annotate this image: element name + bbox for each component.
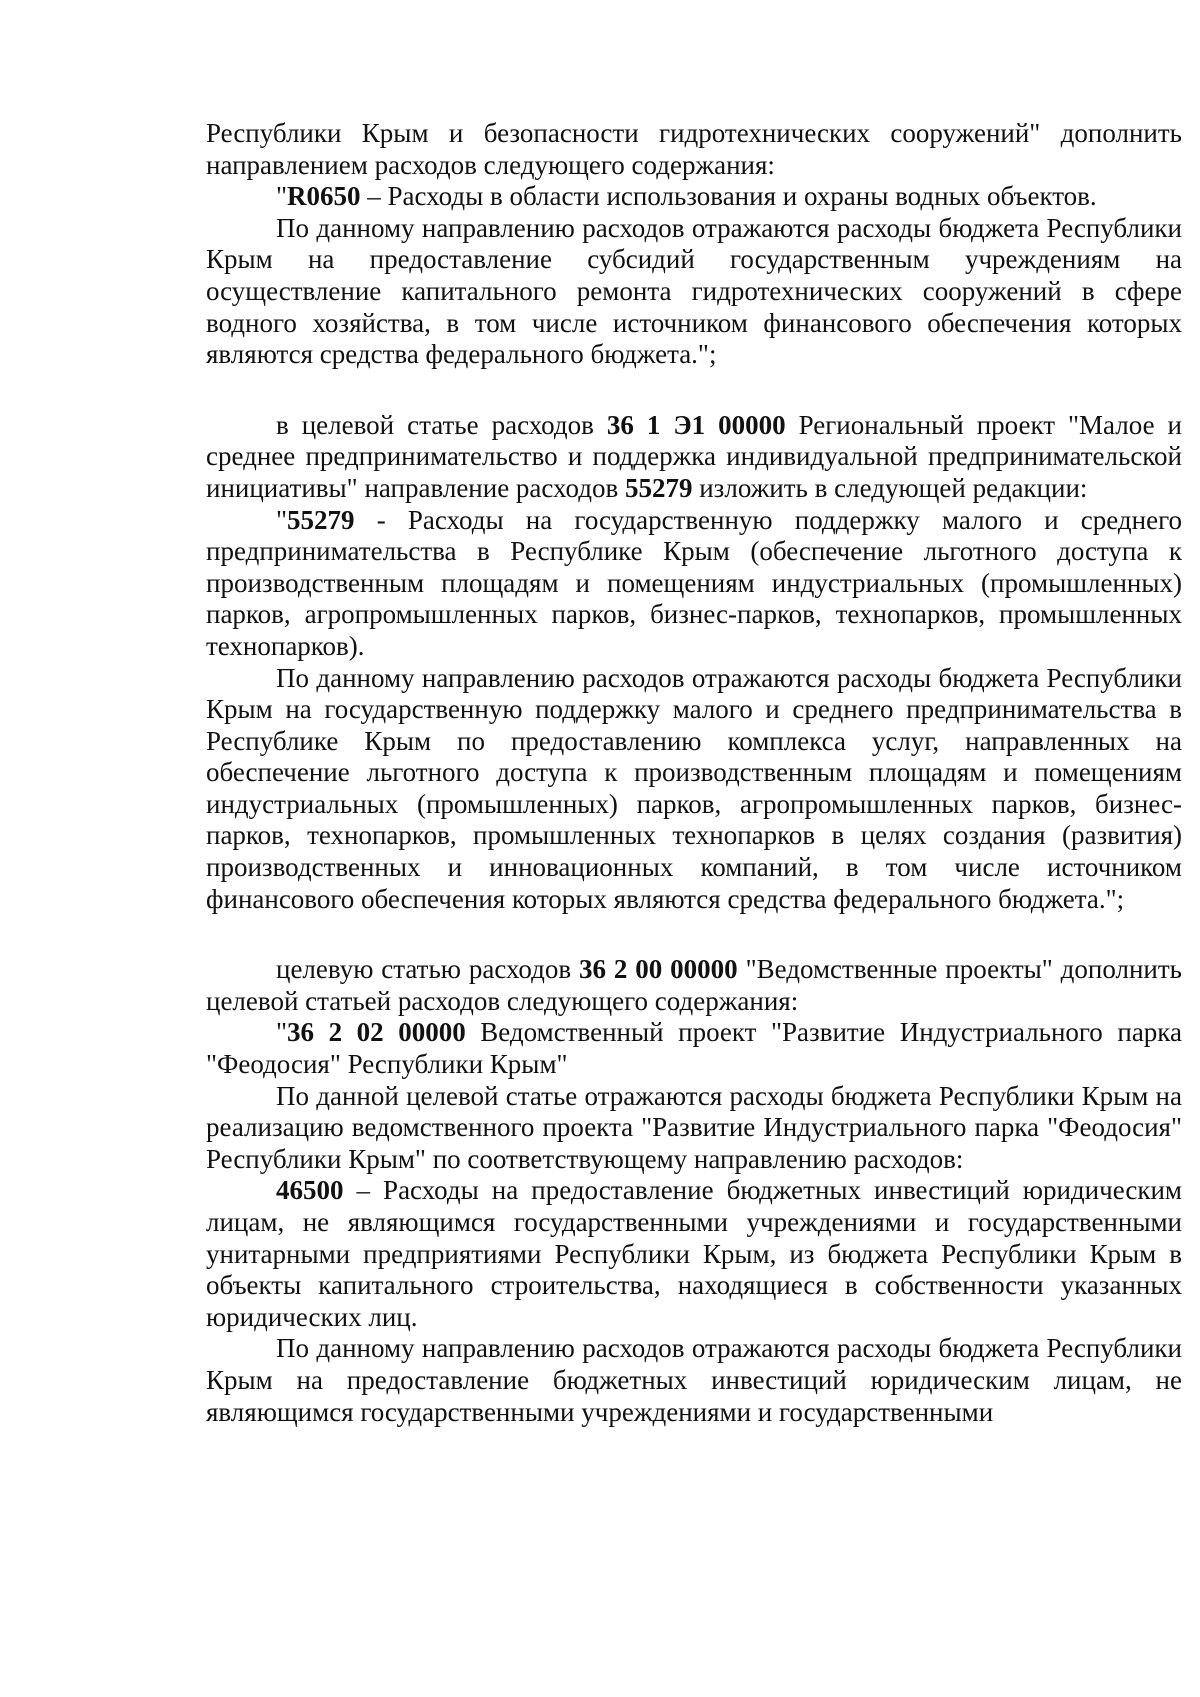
paragraph [206, 954, 1182, 1017]
paragraph [206, 1333, 1182, 1428]
text-block [206, 410, 1182, 916]
paragraph [206, 505, 1182, 663]
document-page [206, 118, 1182, 1428]
text-block [206, 118, 1182, 371]
text-run: - Расходы на государственную поддержку малого и среднего предпринимательства в Республике Крым (обеспечение льготного доступа к производственным площадям и помещениям индустриальных (промышленных) парков, агропромышленных парков, бизнес-парков, технопарков, промышленных технопарков). [206, 504, 1182, 661]
paragraph [206, 1175, 1182, 1333]
bold-code: 55279 [624, 472, 693, 503]
bold-code: 55279 [287, 504, 355, 535]
text-run: Региональный проект "Малое и среднее предпринимательство и поддержка индивидуальной предпринимательской инициативы" направление расходов [206, 409, 1182, 503]
text-run: " [276, 504, 288, 535]
paragraph [206, 410, 1182, 505]
paragraph [206, 1017, 1182, 1080]
text-run: По данной целевой статье отражаются расходы бюджета Республики Крым на реализацию ведомственного проекта "Развитие Индустриального парка "Феодосия" Республики Крым" по соответствующему направлению расходов: [206, 1080, 1182, 1174]
text-run: По данному направлению расходов отражаются расходы бюджета Республики Крым на предоставление бюджетных инвестиций юридическим лицам, не являющимся государственными учреждениями и государственными [206, 1333, 1182, 1427]
paragraph [206, 213, 1182, 371]
text-run: – Расходы в области использования и охраны водных объектов. [360, 181, 1097, 212]
block-spacer [206, 915, 1182, 954]
text-run: целевую статью расходов [276, 954, 580, 985]
bold-code: 36 2 00 00000 [579, 954, 738, 985]
text-run: "Ведомственные проекты" дополнить целевой статьей расходов следующего содержания: [206, 954, 1182, 1016]
paragraph [206, 181, 1182, 213]
text-run: " [276, 1017, 288, 1048]
text-run: изложить в следующей редакции: [692, 472, 1088, 503]
block-spacer [206, 371, 1182, 410]
bold-code: 36 2 02 00000 [287, 1017, 466, 1048]
text-block [206, 954, 1182, 1428]
paragraph [206, 663, 1182, 916]
bold-code: R0650 [287, 181, 361, 212]
text-run: Республики Крым и безопасности гидротехнических сооружений" дополнить направлением расходов следующего содержания: [206, 118, 1182, 180]
text-run: " [276, 181, 288, 212]
paragraph [206, 118, 1182, 181]
bold-code: 36 1 Э1 00000 [606, 409, 786, 440]
text-run: – Расходы на предоставление бюджетных инвестиций юридическим лицам, не являющимся государственными учреждениями и государственными унитарными предприятиями Республики Крым, из бюджета Республики Крым в объекты капитального строительства, находящиеся в собственности указанных юридических лиц. [206, 1175, 1182, 1332]
text-run: Ведомственный проект "Развитие Индустриального парка "Феодосия" Республики Крым" [206, 1017, 1182, 1080]
text-run: По данному направлению расходов отражаются расходы бюджета Республики Крым на государственную поддержку малого и среднего предпринимательства в Республике Крым по предоставлению комплекса услуг, направленных на обеспечение льготного доступа к производственным площадям и помещениям индустриальных (промышленных) парков, агропромышленных парков, бизнес-парков, технопарков, промышленных технопарков в целях создания (развития) производственных и инновационных компаний, в том числе источником финансового обеспечения которых являются средства федерального бюджета."; [206, 662, 1182, 914]
text-run: По данному направлению расходов отражаются расходы бюджета Республики Крым на предоставление субсидий государственным учреждениям на осуществление капитального ремонта гидротехнических сооружений в сфере водного хозяйства, в том числе источником финансового обеспечения которых являются средства федерального бюджета."; [206, 212, 1182, 370]
bold-code: 46500 [276, 1175, 344, 1206]
paragraph [206, 1081, 1182, 1176]
text-run: в целевой статье расходов [276, 409, 607, 440]
